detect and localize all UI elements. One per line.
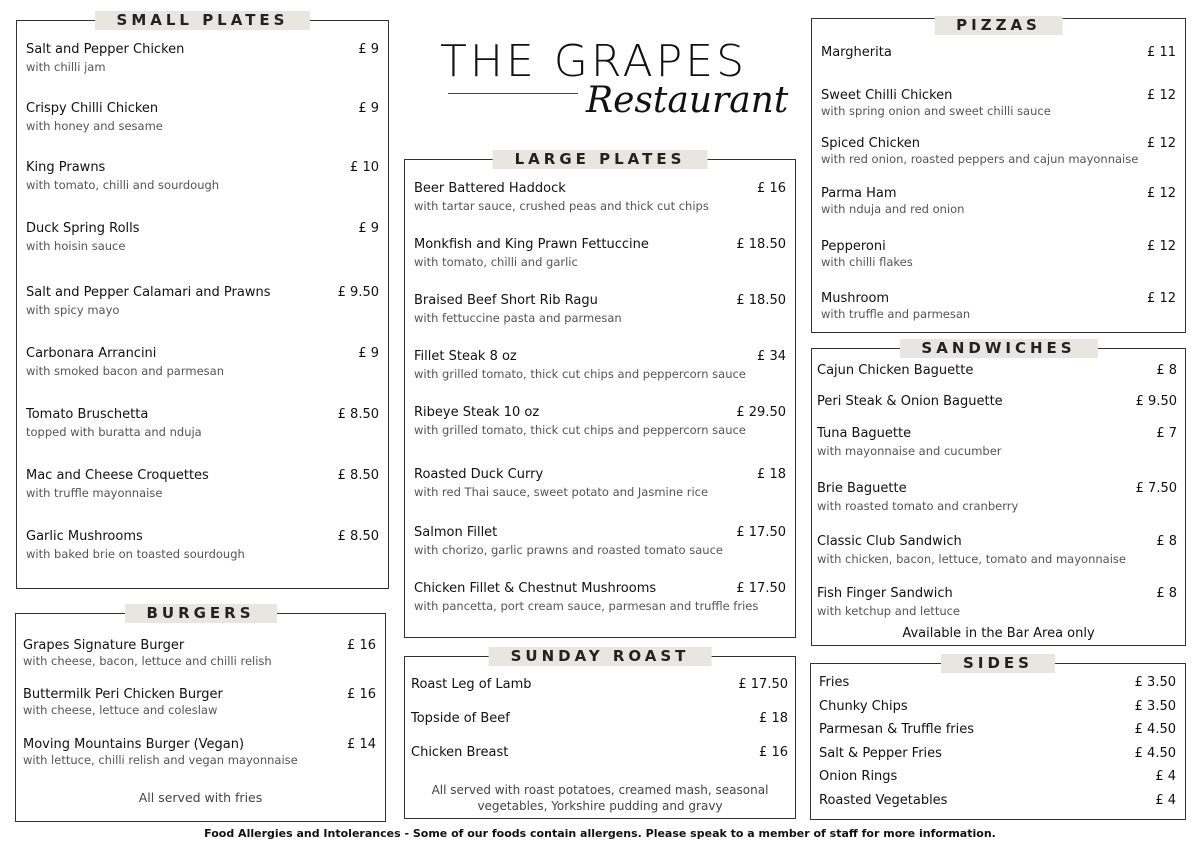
item-description: with tartar sauce, crushed peas and thick cut chips [414,199,709,213]
item-name: Roasted Vegetables [819,793,948,808]
item-description: with lettuce, chilli relish and vegan mayonnaise [23,753,298,767]
item-price: £ 18 [759,711,788,726]
menu-item [414,293,786,325]
item-description: with grilled tomato, thick cut chips and peppercorn sauce [414,423,746,437]
item-name: Spiced Chicken [821,136,921,151]
item-price: £ 17.50 [738,677,788,692]
item-price: £ 8.50 [337,407,379,422]
item-price: £ 16 [347,687,376,702]
item-price: £ 17.50 [736,581,786,596]
menu-item [414,237,786,269]
menu-item [26,346,379,378]
item-name: Salt and Pepper Chicken [26,42,185,57]
item-price: £ 3.50 [1134,675,1176,690]
item-description: with honey and sesame [26,119,163,133]
menu-item [817,534,1177,566]
menu-item [414,467,786,499]
item-description: with spring onion and sweet chilli sauce [821,104,1051,118]
item-description: with spicy mayo [26,303,120,317]
menu-item [23,638,376,668]
restaurant-logo [440,36,789,136]
menu-item [819,746,1176,761]
item-price: £ 4 [1155,793,1176,808]
item-description: with grilled tomato, thick cut chips and peppercorn sauce [414,367,746,381]
item-price: £ 10 [350,160,379,175]
burgers-note: All served with fries [138,790,263,805]
sunday-roast-section [404,647,796,819]
item-price: £ 7 [1156,426,1177,441]
item-name: Mac and Cheese Croquettes [26,468,209,483]
burgers-title: BURGERS [124,604,276,623]
item-description: with chilli flakes [821,255,913,269]
item-price: £ 17.50 [736,525,786,540]
logo-divider [448,93,578,94]
item-price: £ 4 [1155,769,1176,784]
menu-item [819,675,1176,690]
menu-item [414,581,786,613]
restaurant-subtitle: Restaurant [586,80,789,121]
menu-item [23,687,376,717]
item-name: Fish Finger Sandwich [817,586,953,601]
menu-item [411,745,788,760]
small-plates-section [16,11,389,589]
item-price: £ 8.50 [337,529,379,544]
item-description: with tomato, chilli and sourdough [26,178,220,192]
item-name: Cajun Chicken Baguette [817,363,974,378]
item-price: £ 16 [759,745,788,760]
menu-item [26,407,379,439]
item-description: with cheese, lettuce and coleslaw [23,703,218,717]
item-name: Grapes Signature Burger [23,638,185,653]
menu-item [26,221,379,253]
item-name: Buttermilk Peri Chicken Burger [23,687,223,702]
item-name: Ribeye Steak 10 oz [414,405,540,420]
menu-item [414,525,786,557]
item-description: with fettuccine pasta and parmesan [414,311,622,325]
item-price: £ 8 [1156,363,1177,378]
item-price: £ 16 [757,181,786,196]
menu-item [819,769,1176,784]
item-name: Monkfish and King Prawn Fettuccine [414,237,649,252]
item-description: with chorizo, garlic prawns and roasted tomato sauce [414,543,723,557]
item-price: £ 34 [757,349,786,364]
item-name: Chicken Breast [411,745,509,760]
item-name: Brie Baguette [817,481,907,496]
item-name: Roasted Duck Curry [414,467,544,482]
item-name: Crispy Chilli Chicken [26,101,159,116]
menu-item [26,468,379,500]
item-name: Carbonara Arrancini [26,346,157,361]
menu-item [821,88,1176,118]
restaurant-name: THE GRAPES [440,36,747,87]
menu-item [817,394,1177,409]
item-price: £ 9 [358,221,379,236]
large-plates-title: LARGE PLATES [493,150,708,169]
item-price: £ 12 [1147,88,1176,103]
item-description: with red Thai sauce, sweet potato and Jasmine rice [414,485,709,499]
item-price: £ 9.50 [337,285,379,300]
menu-item [414,405,786,437]
menu-item [817,363,1177,378]
item-price: £ 8 [1156,534,1177,549]
item-description: with chilli jam [26,60,106,74]
small-plates-title: SMALL PLATES [95,11,311,30]
sunday-roast-note-line1: All served with roast potatoes, creamed mash, seasonal [431,783,769,797]
item-price: £ 9 [358,42,379,57]
item-price: £ 18.50 [736,237,786,252]
item-name: Garlic Mushrooms [26,529,143,544]
menu-item [819,699,1176,714]
item-name: Margherita [821,45,892,60]
burgers-section [15,604,386,822]
menu-item [26,285,379,317]
item-name: Duck Spring Rolls [26,221,140,236]
item-description: with nduja and red onion [821,202,965,216]
item-price: £ 4.50 [1134,746,1176,761]
item-description: with chicken, bacon, lettuce, tomato and mayonnaise [817,552,1126,566]
item-price: £ 3.50 [1134,699,1176,714]
item-price: £ 12 [1147,239,1176,254]
item-price: £ 9 [358,346,379,361]
item-description: with truffle and parmesan [821,307,971,321]
sunday-roast-note-line2: vegetables, Yorkshire pudding and gravy [477,799,723,813]
item-description: with pancetta, port cream sauce, parmesan and truffle fries [414,599,759,613]
item-name: Sweet Chilli Chicken [821,88,953,103]
menu-item [821,136,1176,166]
item-price: £ 4.50 [1134,722,1176,737]
item-price: £ 18 [757,467,786,482]
item-name: Moving Mountains Burger (Vegan) [23,737,245,752]
menu-item [821,186,1176,216]
item-name: Peri Steak & Onion Baguette [817,394,1003,409]
menu-item [411,711,788,726]
item-price: £ 9 [358,101,379,116]
menu-item [817,586,1177,618]
item-price: £ 12 [1147,186,1176,201]
item-description: with tomato, chilli and garlic [414,255,578,269]
item-name: Chunky Chips [819,699,908,714]
item-name: Salt & Pepper Fries [819,746,942,761]
item-name: Tomato Bruschetta [26,407,149,422]
item-description: with roasted tomato and cranberry [817,499,1019,513]
item-name: Topside of Beef [411,711,510,726]
menu-item [26,101,379,133]
item-name: Chicken Fillet & Chestnut Mushrooms [414,581,657,596]
item-name: Parma Ham [821,186,897,201]
sandwiches-section [811,339,1186,646]
large-plates-section [404,150,796,638]
menu-item [23,737,376,767]
item-description: with hoisin sauce [26,239,126,253]
pizzas-title: PIZZAS [934,16,1063,35]
item-name: Fries [819,675,850,690]
item-price: £ 11 [1147,45,1176,60]
menu-item [819,722,1176,737]
item-price: £ 12 [1147,291,1176,306]
sunday-roast-title: SUNDAY ROAST [489,647,712,666]
item-name: Tuna Baguette [817,426,912,441]
item-price: £ 7.50 [1135,481,1177,496]
item-description: with red onion, roasted peppers and cajun mayonnaise [821,152,1139,166]
item-price: £ 8 [1156,586,1177,601]
item-description: with cheese, bacon, lettuce and chilli relish [23,654,272,668]
item-description: with mayonnaise and cucumber [817,444,1002,458]
menu-item [26,160,379,192]
menu-item [414,349,786,381]
item-price: £ 14 [347,737,376,752]
item-description: topped with buratta and nduja [26,425,202,439]
menu-item [821,45,1176,60]
menu-item [821,239,1176,269]
item-description: with ketchup and lettuce [817,604,961,618]
menu-item [821,291,1176,321]
item-price: £ 12 [1147,136,1176,151]
item-name: Beer Battered Haddock [414,181,566,196]
item-description: with truffle mayonnaise [26,486,163,500]
item-price: £ 8.50 [337,468,379,483]
item-name: King Prawns [26,160,106,175]
item-name: Salmon Fillet [414,525,498,540]
sandwiches-title: SANDWICHES [899,339,1097,358]
item-name: Fillet Steak 8 oz [414,349,517,364]
item-name: Parmesan & Truffle fries [819,722,974,737]
item-price: £ 29.50 [736,405,786,420]
menu-item [819,793,1176,808]
item-price: £ 18.50 [736,293,786,308]
sides-title: SIDES [941,654,1055,673]
menu-item [26,529,379,561]
menu-item [817,481,1177,513]
menu-item [26,42,379,74]
pizzas-section [811,18,1186,333]
item-name: Mushroom [821,291,890,306]
item-description: with baked brie on toasted sourdough [26,547,245,561]
item-name: Pepperoni [821,239,886,254]
item-price: £ 16 [347,638,376,653]
item-name: Roast Leg of Lamb [411,677,532,692]
item-name: Salt and Pepper Calamari and Prawns [26,285,271,300]
menu-item [817,426,1177,458]
item-description: with smoked bacon and parmesan [26,364,224,378]
menu-item [411,677,788,692]
menu-item [414,181,786,213]
sandwiches-note: Available in the Bar Area only [902,626,1095,641]
item-name: Classic Club Sandwich [817,534,962,549]
item-name: Braised Beef Short Rib Ragu [414,293,598,308]
allergy-notice: Food Allergies and Intolerances - Some of our foods contain allergens. Please speak to a member of staff for more information. [204,827,996,840]
item-name: Onion Rings [819,769,898,784]
sides-section [810,654,1186,820]
item-price: £ 9.50 [1135,394,1177,409]
